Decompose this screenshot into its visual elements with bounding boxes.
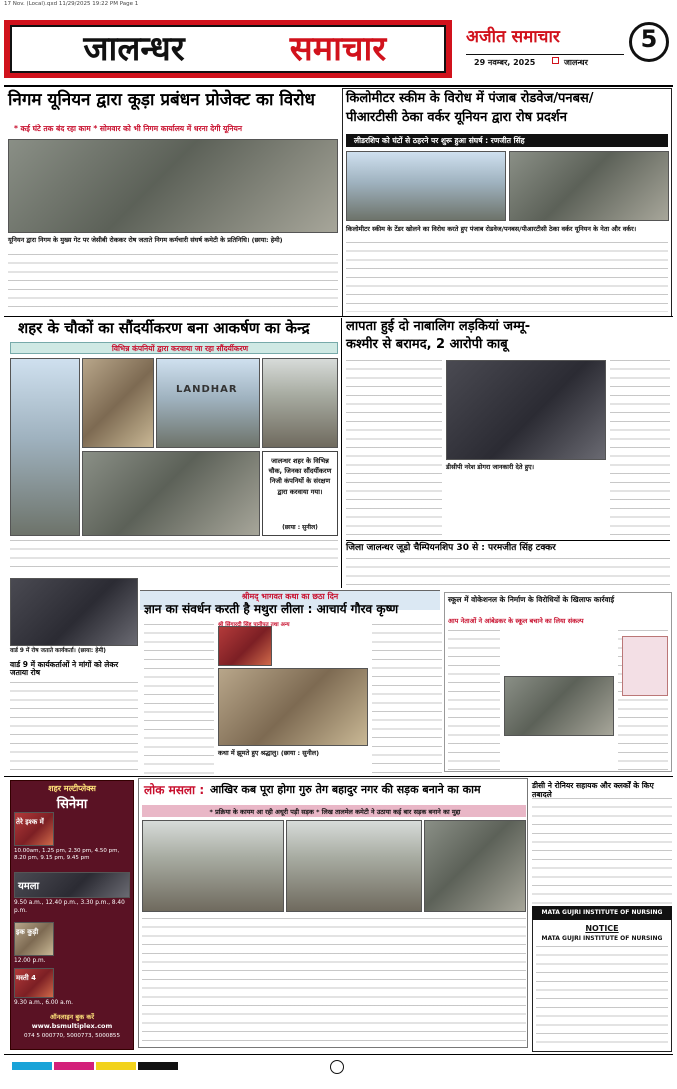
story3-photo-pot: [82, 358, 154, 448]
story9-headline: आखिर कब पूरा होगा गुरु तेग बहादुर नगर की सड़क बनाने का काम: [210, 783, 481, 796]
rule-top-horizontal: [4, 85, 673, 87]
registration-bar-magenta: [54, 1062, 94, 1070]
story6-body-left: [144, 624, 214, 664]
registration-bar-yellow: [96, 1062, 136, 1070]
story1-kicker: * कई घंटे तक बंद रहा काम * सोमवार को भी निगम कार्यालय में धरना देगी यूनियन: [14, 124, 242, 133]
story9-photo-right: [424, 820, 526, 912]
cinema-poster-3: [14, 968, 54, 998]
masthead-right-word: समाचार: [289, 29, 387, 69]
cinema-website[interactable]: www.bsmultiplex.com: [31, 1022, 113, 1030]
story4-photo: [446, 360, 606, 460]
story6-inset-label: श्री सिंगारदी सिंह पानीपत तथा अन्य: [218, 622, 290, 628]
masthead-city: जालन्धर: [564, 58, 588, 67]
story4-photo-caption: डीसीपी नरेश डोगरा जानकारी देते हुए।: [446, 463, 535, 471]
story3-side-credit: (छाया : सुनील): [282, 524, 318, 531]
rule-vertical-center: [341, 318, 342, 588]
story6-photo-main: [218, 668, 368, 746]
brand-name: अजीत समाचार: [466, 27, 560, 47]
masthead-left-word: जालन्धर: [83, 29, 185, 69]
story5-headline: जिला जालन्धर जूडो चैम्पियनशिप 30 से : परमजीत सिंह टक्कर: [346, 543, 556, 553]
story3-headline: शहर के चौकों का सौंदर्यीकरण बना आकर्षण का केन्द्र: [18, 319, 310, 337]
story6-photo-caption: कथा में झूमते हुए श्रद्धालु। (छाया : सुनील): [218, 749, 320, 757]
story2-photo-left: [346, 151, 506, 221]
story8-body-left: [448, 630, 500, 770]
story3-kicker: विभिन्न कंपनियों द्वारा करवाया जा रहा सौंदर्यीकरण: [111, 344, 249, 353]
story3-side-text: जालन्धर शहर के विभिन्न चौक, जिनका सौंदर्यीकरण निजी कंपनियों के संरक्षण द्वारा करवाया गया।: [268, 457, 332, 496]
story3-photo-tower: [10, 358, 80, 536]
story8-quote-box: [622, 636, 668, 696]
story1-caption: यूनियन द्वारा निगम के मुख्य गेट पर जेसीबी रोककर रोष जताते निगम कर्मचारी संघर्ष कमेटी के प्रतिनिधि। (छाया: हेमी): [8, 236, 283, 244]
story5-body: [346, 558, 670, 588]
story9-photo-left: [142, 820, 284, 912]
story1-body: [8, 254, 338, 312]
ad-notice: NOTICE: [585, 924, 619, 933]
story8-kicker: आप नेताओं ने आंबेडकर के स्कूल बचाने का लिया संकल्प: [448, 617, 584, 625]
masthead-date: 29 नवम्बर, 2025: [474, 58, 536, 67]
page-number: 5: [640, 25, 658, 53]
story3-photo-chowk: [262, 358, 338, 448]
masthead: [4, 16, 673, 82]
story2-photo-right: [509, 151, 669, 221]
cinema-booking-note: ऑनलाइन बुक करें: [49, 1013, 95, 1021]
story2-body: [346, 242, 668, 312]
cinema-movie-3-times: 9.30 a.m., 6.00 a.m.: [14, 1000, 73, 1006]
cinema-phones: 074 5 000770, 5000773, 5000855: [23, 1033, 121, 1039]
story4-headline-line2: कश्मीर से बरामद, 2 आरोपी काबू: [346, 337, 508, 352]
story2-headline-line1: किलोमीटर स्कीम के विरोध में पंजाब रोडवेज/पनबस/: [346, 91, 594, 106]
registration-mark-center: [330, 1060, 344, 1074]
cinema-heading: सिनेमा: [56, 797, 88, 812]
story5-rule: [346, 540, 670, 541]
story2-caption: किलोमीटर स्कीम के टेंडर खोलने का विरोध करते हुए पंजाब रोडवेज/पनबस/पीआरटीसी ठेका वर्कर यूनियन के नेता और वर्कर।: [346, 225, 637, 233]
rule-row2-horizontal: [4, 316, 673, 317]
story7-headline: वार्ड 9 में कार्यकर्ताओं ने मांगों को लेकर जताया रोष: [10, 660, 119, 678]
cinema-movie-0-times: 10.00am, 1.25 pm, 2.30 pm, 4.50 pm, 8.20 pm, 9.15 pm, 9.45 pm: [14, 848, 120, 862]
story9-photo-mid: [286, 820, 422, 912]
story7-body: [10, 682, 138, 774]
story10-headline: डीसी ने रोनियर सहायक और क्लर्कों के किए तबादले: [532, 781, 654, 799]
print-line: 17 Nov. (Local).qxd 11/29/2025 19:22 PM Page 1: [4, 1, 139, 7]
story3-body: [10, 540, 338, 575]
story4-headline-line1: लापता हुई दो नाबालिग लड़कियां जम्मू-: [346, 319, 531, 334]
story6-photo-inset: [218, 626, 272, 666]
cinema-movie-1-times: 9.50 a.m., 12.40 p.m., 3.30 p.m., 8.40 p.m.: [14, 900, 125, 914]
story6-top-caption: श्रीमद् भागवत कथा का छठा दिन: [241, 592, 339, 601]
story1-photo: [8, 139, 338, 233]
cinema-title: शहर मल्टीप्लेक्स: [48, 784, 96, 793]
story4-body-left: [346, 360, 442, 538]
story7-caption: वार्ड 9 में रोष जताते कार्यकर्ता। (छाया: हेमी): [10, 648, 106, 654]
cinema-movie-2-name: इक कुड़ी: [16, 928, 39, 936]
story6-headline: ज्ञान का संवर्धन करती है मथुरा लीला : आचार्य गौरव कृष्ण: [144, 602, 399, 616]
story9-kicker: * प्रक्रिया के कायम आ रही अधूरी पड़ी सड़क * लिख तालमेल कमेटी ने उठाया कई बार सड़क बनाने का मुद्दा: [209, 808, 461, 816]
rule-row3-horizontal: [4, 776, 673, 777]
cinema-movie-0-name: तेरे इश्क में: [16, 818, 44, 826]
story3-sign-text: LANDHAR: [176, 384, 238, 395]
cinema-movie-2-times: 12.00 p.m.: [14, 958, 46, 964]
story3-photo-sign: [156, 358, 260, 448]
calendar-icon: [552, 57, 559, 64]
story8-headline: स्कूल में वोकेशनल के निर्माण के विरोधियों के खिलाफ कार्रवाई: [448, 595, 615, 604]
cinema-movie-3-name: मस्ती 4: [16, 974, 37, 982]
rule-bottom-horizontal: [4, 1054, 673, 1055]
story1-headline: निगम यूनियन द्वारा कूड़ा प्रबंधन प्रोजेक्ट का विरोध: [8, 90, 316, 110]
story2-headline-line2: पीआरटीसी ठेका वर्कर यूनियन द्वारा रोष प्रदर्शन: [346, 110, 567, 125]
story9-body: [142, 918, 526, 1044]
story4-body-right: [610, 360, 670, 538]
cinema-movie-1-name: यमला: [18, 881, 40, 892]
ad-top: MATA GUJRI INSTITUTE OF NURSING: [541, 909, 663, 916]
story3-photo-bottom: [82, 451, 260, 536]
story6-body-mid: [144, 668, 214, 774]
registration-bar-cyan: [12, 1062, 52, 1070]
story7-photo: [10, 578, 138, 646]
story8-photo: [504, 676, 614, 736]
ad-name: MATA GUJRI INSTITUTE OF NURSING: [541, 935, 663, 942]
registration-bar-black: [138, 1062, 178, 1070]
ad-body: [536, 946, 668, 1046]
story9-label: लोक मसला :: [144, 783, 205, 797]
story6-body-right: [372, 624, 442, 774]
story10-body: [532, 798, 672, 904]
story2-kicker: लीडरशिप को घंटों से ठहरने पर शुरू हुआ संघर्ष : रणजीत सिंह: [354, 136, 525, 145]
